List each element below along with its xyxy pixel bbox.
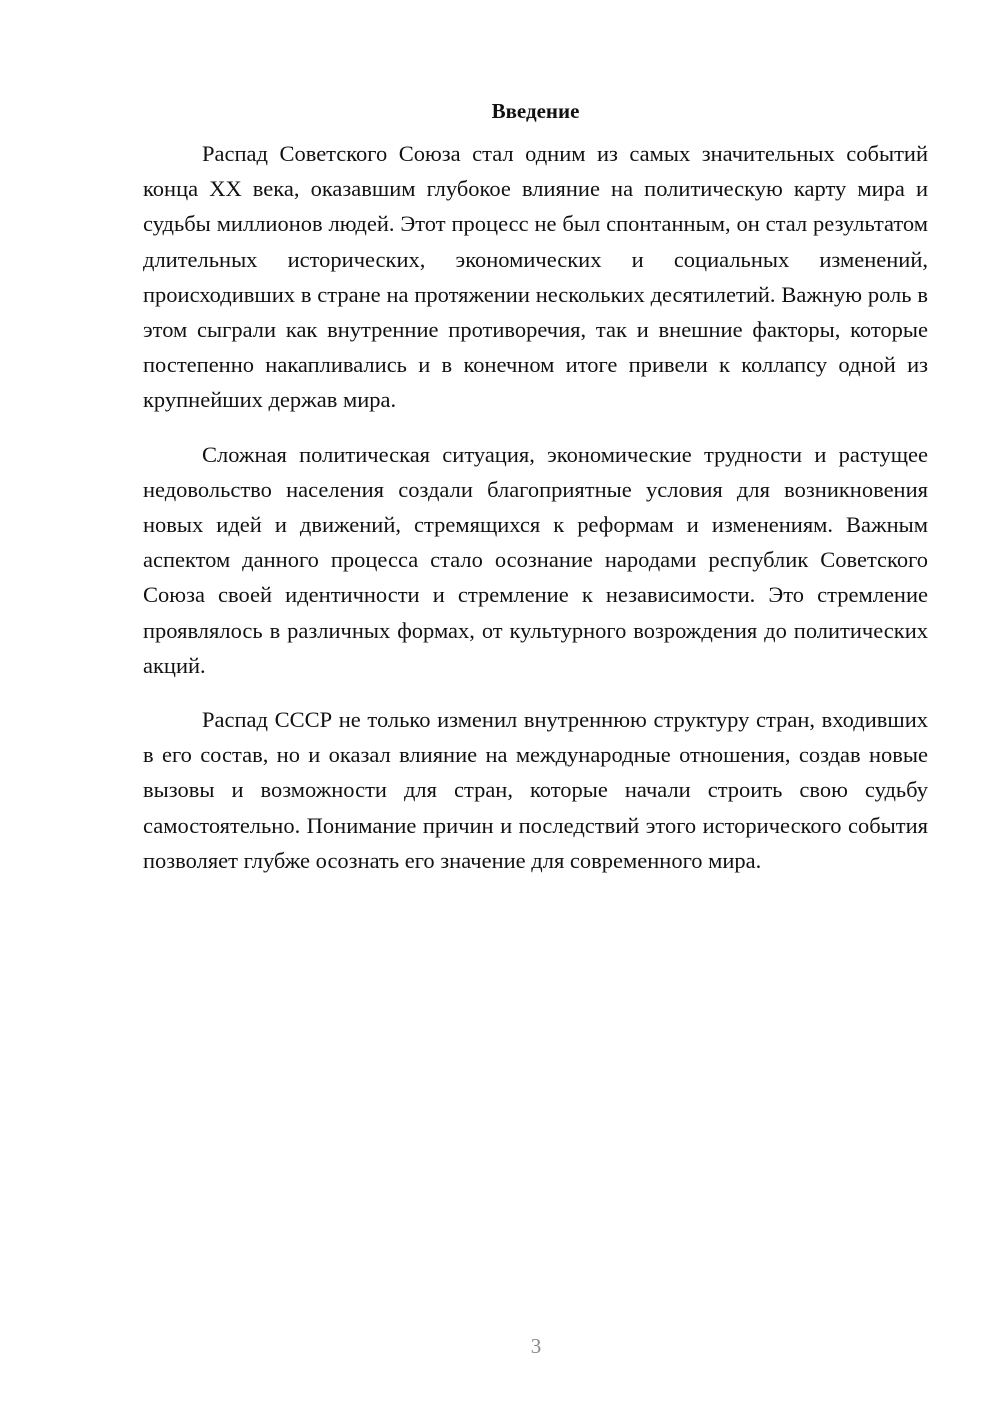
section-heading: Введение [491,99,580,123]
page-content [143,97,928,878]
page-number: 3 [530,1334,542,1358]
paragraph-1: Распад Советского Союза стал одним из самых значительных событий конца XX века, оказавшим глубокое влияние на политическую карту мира и судьбы миллионов людей. Этот процесс не был спонтанным, он стал результатом длительных исторических, экономических и социальных изменений, происходивших в стране на протяжении нескольких десятилетий. Важную роль в этом сыграли как внутренние противоречия, так и внешние факторы, которые постепенно накапливались и в конечном итоге привели к коллапсу одной из крупнейших держав мира. [143,141,928,413]
paragraph-2: Сложная политическая ситуация, экономические трудности и растущее недовольство населения создали благоприятные условия для возникновения новых идей и движений, стремящихся к реформам и изменениям. Важным аспектом данного процесса стало осознание народами республик Советского Союза своей идентичности и стремление к независимости. Это стремление проявлялось в различных формах, от культурного возрождения до политических акций. [143,441,928,678]
paragraph-3: Распад СССР не только изменил внутреннюю структуру стран, входивших в его состав, но и оказал влияние на международные отношения, создав новые вызовы и возможности для стран, которые начали строить свою судьбу самостоятельно. Понимание причин и последствий этого исторического события позволяет глубже осознать его значение для современного мира. [143,707,928,873]
